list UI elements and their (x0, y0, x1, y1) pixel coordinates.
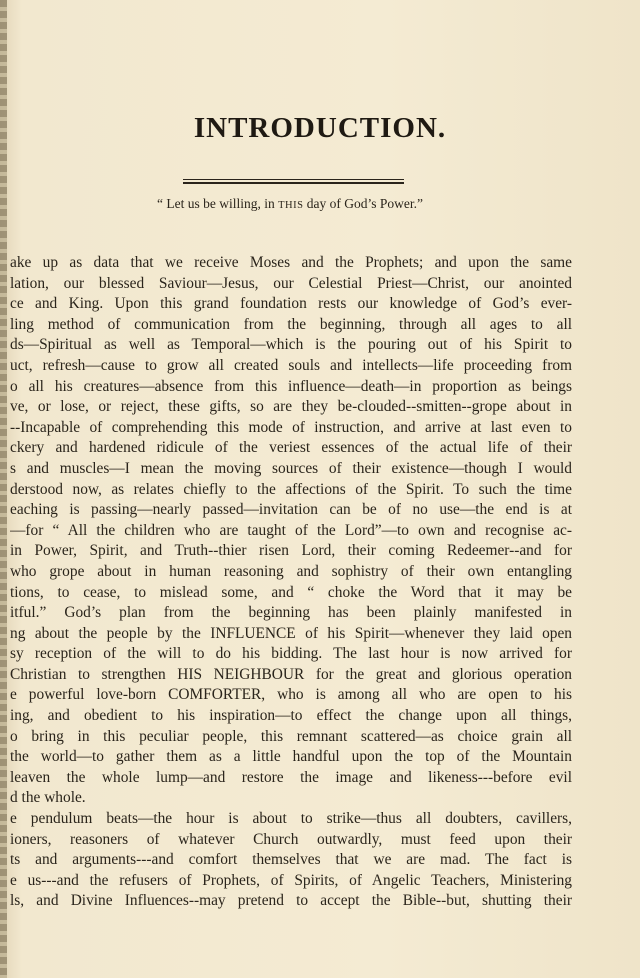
body-line: —for “ All the children who are taught of the Lord”—to own and recognise ac- (10, 521, 572, 539)
page-title: INTRODUCTION. (193, 112, 447, 144)
body-line: ing, and obedient to his inspiration—to effect the change upon all things, (10, 707, 572, 725)
title-rule (183, 179, 404, 184)
body-line: uct, refresh—cause to grow all created souls and intellects—life proceeding from (10, 356, 572, 374)
body-line: derstood now, as relates chiefly to the affections of the Spirit. To such the time (10, 480, 572, 498)
body-line: ve, or lose, or reject, these gifts, so are they be-clouded--smitten--grope about in (10, 398, 572, 416)
body-line: ls, and Divine Influences--may pretend to accept the Bible--but, shutting their (10, 892, 572, 910)
body-line: o bring in this peculiar people, this remnant scattered—as choice grain all (10, 727, 572, 745)
body-line: Christian to strengthen HIS NEIGHBOUR for the great and glorious operation (10, 665, 572, 683)
body-text (10, 253, 572, 912)
body-line: ds—Spiritual as well as Temporal—which is the pouring out of his Spirit to (10, 336, 572, 354)
body-line: ce and King. Upon this grand foundation rests our knowledge of God’s ever- (10, 295, 572, 313)
body-line: in Power, Spirit, and Truth--thier risen Lord, their coming Redeemer--and for (10, 542, 572, 560)
body-line: s and muscles—I mean the moving sources of their existence—though I would (10, 459, 572, 477)
epigraph-after: day of God’s Power.” (303, 196, 424, 211)
body-line: ckery and hardened ridicule of the veriest essences of the actual life of their (10, 439, 572, 457)
body-line: e powerful love-born COMFORTER, who is among all who are open to his (10, 686, 572, 704)
body-line: sy reception of the will to do his bidding. The last hour is now arrived for (10, 645, 572, 663)
body-line: ng about the people by the INFLUENCE of his Spirit—whenever they laid open (10, 624, 572, 642)
epigraph-before: “ Let us be willing, in (156, 196, 279, 211)
body-line: who grope about in human reasoning and sophistry of their own entangling (10, 562, 572, 580)
body-line: ioners, reasoners of whatever Church outwardly, must feed upon their (10, 830, 572, 848)
body-line: e pendulum beats—the hour is about to strike—thus all doubters, cavillers, (10, 810, 572, 828)
body-line: tions, to cease, to mislead some, and “ choke the Word that it may be (10, 583, 572, 601)
body-line: leaven the whole lump—and restore the image and likeness---before evil (10, 768, 572, 786)
body-line: d the whole. (10, 789, 86, 807)
page-binding-edge (0, 0, 7, 978)
body-line: e us---and the refusers of Prophets, of Spirits, of Angelic Teachers, Ministering (10, 871, 572, 889)
body-line: eaching is passing—nearly passed—invitation can be of no use—the end is at (10, 501, 572, 519)
body-line: ake up as data that we receive Moses and the Prophets; and upon the same (10, 254, 572, 271)
epigraph (0, 196, 560, 212)
body-line: lation, our blessed Saviour—Jesus, our Celestial Priest—Christ, our anointed (10, 274, 572, 292)
body-line: --Incapable of comprehending this mode of instruction, and arrive at last even to (10, 418, 572, 436)
epigraph-emphasis: THIS (278, 200, 304, 211)
body-line: o all his creatures—absence from this influence—death—in proportion as beings (10, 377, 572, 395)
body-line: the world—to gather them as a little handful upon the top of the Mountain (10, 748, 572, 766)
body-line: itful.” God’s plan from the beginning has been plainly manifested in (10, 604, 572, 622)
body-line: ling method of communication from the beginning, through all ages to all (10, 315, 572, 333)
body-line: ts and arguments---and comfort themselves that we are mad. The fact is (10, 851, 572, 869)
